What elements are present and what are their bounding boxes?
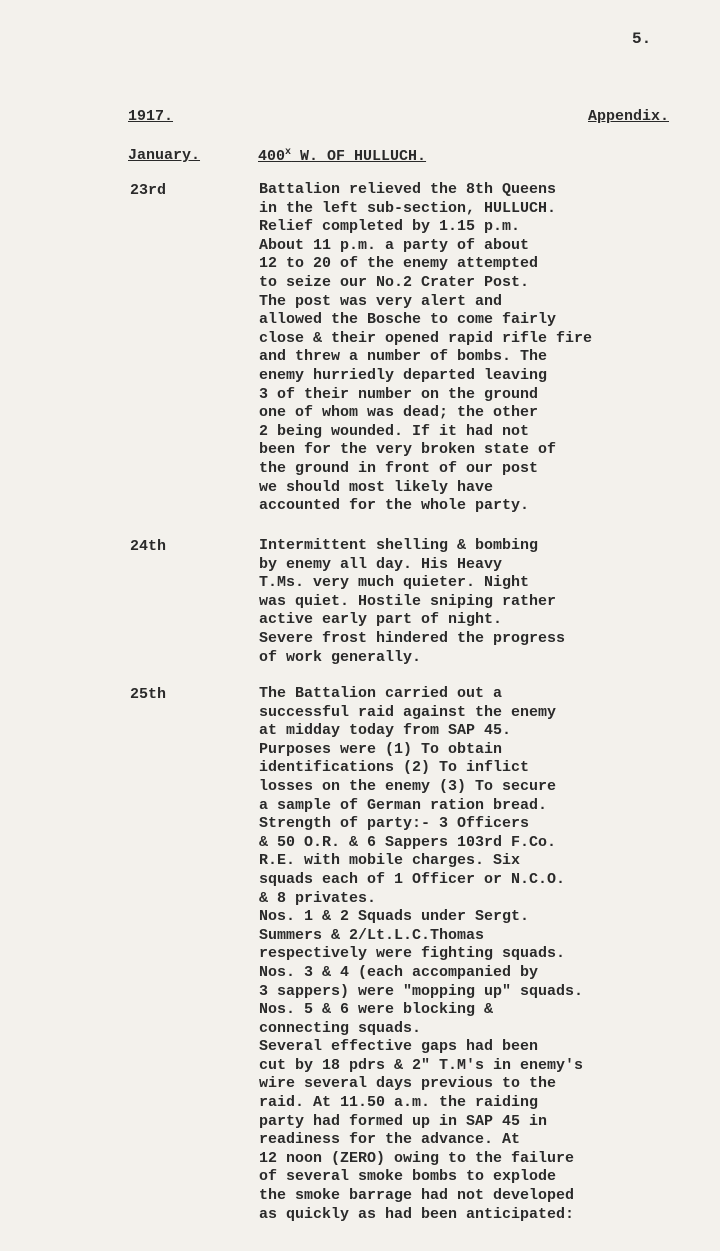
entry-text-line: About 11 p.m. a party of about — [259, 236, 530, 254]
page-number: 5. — [632, 30, 652, 48]
entry-text-line: connecting squads. — [259, 1019, 422, 1037]
year-label: 1917. — [128, 108, 174, 125]
entry-date: 23rd — [130, 182, 167, 199]
entry-text-line: identifications (2) To inflict — [259, 759, 530, 777]
heading-prefix: 400 — [258, 148, 286, 165]
entry-text-line: successful raid against the enemy — [259, 703, 557, 721]
entry-text-line: Nos. 1 & 2 Squads under Sergt. — [259, 908, 530, 926]
entry-date: 25th — [130, 686, 167, 703]
entry-text-line: Severe frost hindered the progress — [259, 629, 566, 647]
entry-text-line: close & their opened rapid rifle fire — [259, 329, 593, 347]
entry-text-line: The post was very alert and — [259, 292, 503, 310]
entry-text-line: respectively were fighting squads. — [259, 945, 566, 963]
entry-text-line: Intermittent shelling & bombing — [259, 537, 539, 554]
entry-text-line: of several smoke bombs to explode — [259, 1168, 557, 1186]
entry-text-line: readiness for the advance. At — [259, 1131, 521, 1149]
entry-text-line: Nos. 3 & 4 (each accompanied by — [259, 963, 539, 981]
entry-text-line: & 8 privates. — [259, 889, 377, 907]
entry-text-line: by enemy all day. His Heavy — [259, 555, 503, 573]
entry-text-line: Battalion relieved the 8th Queens — [259, 181, 557, 198]
entry-text-line: in the left sub-section, HULLUCH. — [259, 199, 557, 217]
entry-text-line: Nos. 5 & 6 were blocking & — [259, 1001, 494, 1019]
entry-text-line: been for the very broken state of — [259, 441, 557, 459]
entry-text-line: 12 noon (ZERO) owing to the failure — [259, 1149, 575, 1167]
entry-text-line: accounted for the whole party. — [259, 497, 530, 515]
entry-text-line: & 50 O.R. & 6 Sappers 103rd F.Co. — [259, 833, 557, 851]
heading-rest: W. OF HULLUCH. — [291, 148, 427, 165]
entry-text-line: wire several days previous to the — [259, 1075, 557, 1093]
entry-text-line: allowed the Bosche to come fairly — [259, 311, 557, 329]
entry-text-line: losses on the enemy (3) To secure — [259, 777, 557, 795]
entry-text-line: T.Ms. very much quieter. Night — [259, 574, 530, 592]
entry-text-line: squads each of 1 Officer or N.C.O. — [259, 870, 566, 888]
entry-text-line: Purposes were (1) To obtain — [259, 740, 503, 758]
entry-text-line: we should most likely have — [259, 478, 494, 496]
entry-date: 24th — [130, 538, 167, 555]
entry-text-line: cut by 18 pdrs & 2" T.M's in enemy's — [259, 1056, 584, 1074]
entry-text-line: party had formed up in SAP 45 in — [259, 1112, 548, 1130]
entry-text-line: 3 sappers) were "mopping up" squads. — [259, 982, 584, 1000]
entry-text-line: R.E. with mobile charges. Six — [259, 852, 521, 870]
entry-text-line: to seize our No.2 Crater Post. — [259, 273, 530, 291]
entry-text-line: at midday today from SAP 45. — [259, 722, 512, 740]
entry-text-line: one of whom was dead; the other — [259, 404, 539, 422]
diary-entry — [259, 181, 714, 516]
entry-text-line: active early part of night. — [259, 611, 503, 629]
entry-text-line: 2 being wounded. If it had not — [259, 422, 530, 440]
entry-text-line: the smoke barrage had not developed — [259, 1187, 575, 1205]
entry-text-line: 12 to 20 of the enemy attempted — [259, 255, 539, 273]
entry-text-line: Summers & 2/Lt.L.C.Thomas — [259, 926, 485, 944]
appendix-label: Appendix. — [588, 108, 670, 125]
heading-superscript: x — [285, 147, 292, 158]
entry-text-line: Strength of party:- 3 Officers — [259, 815, 530, 833]
month-label: January. — [128, 147, 201, 164]
diary-entry — [259, 537, 714, 667]
entry-text-line: and threw a number of bombs. The — [259, 348, 548, 366]
location-heading — [258, 147, 426, 165]
entry-text-line: a sample of German ration bread. — [259, 796, 548, 814]
entry-text-line: was quiet. Hostile sniping rather — [259, 592, 557, 610]
entry-text-line: 3 of their number on the ground — [259, 385, 539, 403]
entry-text-line: raid. At 11.50 a.m. the raiding — [259, 1094, 539, 1112]
entry-text-line: The Battalion carried out a — [259, 685, 503, 702]
entry-text-line: the ground in front of our post — [259, 459, 539, 477]
diary-entry — [259, 685, 714, 1224]
entry-text-line: of work generally. — [259, 648, 422, 666]
entry-text-line: Relief completed by 1.15 p.m. — [259, 218, 521, 236]
entry-text-line: enemy hurriedly departed leaving — [259, 366, 548, 384]
entry-text-line: Several effective gaps had been — [259, 1038, 539, 1056]
entry-text-line: as quickly as had been anticipated: — [259, 1205, 575, 1223]
